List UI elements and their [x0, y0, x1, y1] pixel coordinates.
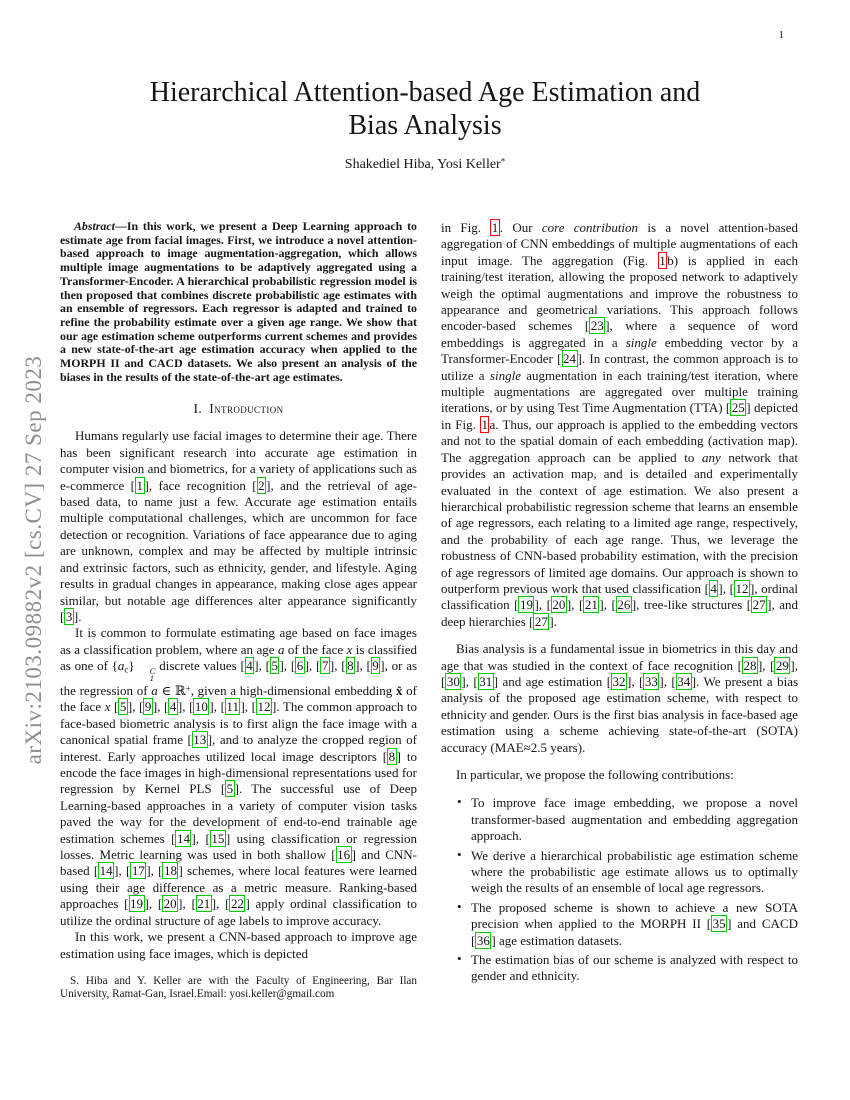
- contribution-item: • The proposed scheme is shown to achieve a new SOTA precision when applied to the MORPH II [ 35 ] and CACD [ 36 ] age estimation datasets.: [471, 900, 798, 949]
- citation-number-box[interactable]: 3: [65, 608, 73, 624]
- citation-link[interactable]: [ 5 ]: [220, 781, 239, 797]
- citation-number-box[interactable]: 4: [710, 580, 717, 596]
- body-paragraph: Bias analysis is a fundamental issue in biometrics in this day and age that was studied in the context of face recognition [ 28 ], [ 29 ], [ 30 ], [ 31 ] and age estimation [ 32 ], [ 33 ], [ 34 ]. We present a bias analysis of the proposed age estimation scheme, with respect to ethnicity and gender. Ours is the first bias analysis in face-based age estimation using a scheme achieving state-of-the-art (SOTA) accuracy (MAE≈2.5 years).: [441, 641, 799, 755]
- citation-number-box[interactable]: 9: [372, 658, 379, 674]
- citation-number-box[interactable]: 12: [257, 699, 271, 715]
- citation-number-box[interactable]: 30: [446, 673, 460, 689]
- citation-link[interactable]: [ 9 ]: [366, 658, 385, 674]
- citation-link[interactable]: [ 34 ]: [671, 673, 697, 689]
- italic-text: single: [625, 334, 657, 350]
- citation-link[interactable]: [ 4 ]: [704, 580, 723, 596]
- citation-link[interactable]: [ 19 ]: [124, 896, 149, 912]
- citation-number-box[interactable]: 20: [163, 896, 177, 912]
- citation-number-box[interactable]: 10: [194, 699, 208, 715]
- contribution-item: • To improve face image embedding, we propose a novel transformer-based augmentation and embedding aggregation approach.: [471, 795, 798, 844]
- citation-link[interactable]: [ 7 ]: [316, 658, 335, 674]
- citation-number-box[interactable]: 28: [743, 657, 757, 673]
- citation-link[interactable]: [ 23 ]: [584, 318, 610, 334]
- citation-number-box[interactable]: 1: [136, 477, 144, 493]
- citation-number-box[interactable]: 15: [211, 830, 225, 846]
- citation-number-box[interactable]: 18: [163, 863, 177, 879]
- author-names: Shakediel Hiba, Yosi Keller: [344, 157, 501, 172]
- stack-subscript: 1: [149, 673, 155, 684]
- two-column-body: [60, 220, 798, 1002]
- citation-link[interactable]: [ 12 ]: [251, 699, 277, 715]
- citation-link[interactable]: [ 14 ]: [93, 863, 119, 879]
- citation-link[interactable]: [ 18 ]: [158, 863, 183, 879]
- body-paragraph: It is common to formulate estimating age based on face images as a classification problem, where an age a of the face x is classified as one of $\{a_c\}$ C 1 discrete values [ 4 ], [ 5 ], [ 6 ], [ 7 ], [ 8 ], [ 9 ], or as the regression of a ∈ ℝ+, given a high-dimensional embedding x̂ of the face x [ 5 ], [ 9 ], [ 4 ], [ 10 ], [ 11 ], [ 12 ]. The common approach to face-based biometric analysis is to first align the face image with a canonical spatial frame [ 13 ], and to analyze the cropped region of interest. Early approaches utilized local image descriptors [ 8 ] to encode the face images in high-dimensional representations used for regression by Kernel PLS [ 5 ]. The successful use of Deep Learning-based approaches in a variety of computer vision tasks paved the way for the development of end-to-end trainable age estimation schemes [ 14 ], [ 15 ] using classification or regression losses. Metric learning was used in both shallow [ 16 ] and CNN-based [ 14 ], [ 17 ], [ 18 ] schemes, where local features were learned using their age difference as a metric measure. Ranking-based approaches [ 19 ], [ 20 ], [ 21 ], [ 22 ] apply ordinal classification to utilize the ordinal structure of age labels to improve accuracy.: [60, 625, 418, 928]
- italic-text: Abstract: [74, 219, 115, 233]
- contribution-item: • The estimation bias of our scheme is analyzed with respect to gender and ethnicity.: [471, 952, 798, 985]
- citation-link[interactable]: [ 12 ]: [729, 580, 755, 596]
- citation-number-box[interactable]: 22: [230, 896, 244, 912]
- citation-number-box[interactable]: 20: [552, 597, 566, 613]
- page-number: 1: [778, 29, 784, 41]
- citation-link[interactable]: [ 8 ]: [382, 748, 401, 764]
- italic-text: a: [117, 658, 125, 674]
- citation-number-box[interactable]: 2: [258, 477, 265, 493]
- contribution-list: [441, 795, 798, 984]
- title-line-2: Bias Analysis: [348, 110, 502, 141]
- body-paragraph: In this work, we present a CNN-based approach to improve age estimation using face images, which is depicted: [60, 929, 417, 961]
- italic-text: single: [489, 367, 521, 383]
- stack-superscript: C: [149, 665, 156, 676]
- citation-link[interactable]: [ 33 ]: [639, 673, 664, 689]
- citation-link[interactable]: [ 8 ]: [341, 658, 360, 674]
- citation-link[interactable]: [ 3 ]: [60, 608, 79, 624]
- citation-number-box[interactable]: 9: [144, 699, 152, 715]
- citation-link[interactable]: [ 15 ]: [205, 830, 231, 846]
- citation-link[interactable]: [ 25 ]: [725, 400, 751, 416]
- bold-math-symbol: x̂: [395, 683, 403, 698]
- citation-link[interactable]: [ 14 ]: [171, 830, 196, 846]
- citation-number-box[interactable]: 19: [130, 896, 144, 912]
- right-column: [441, 220, 798, 1002]
- citation-number-box[interactable]: 5: [226, 781, 234, 797]
- title-line-1: Hierarchical Attention-based Age Estimation and: [149, 77, 701, 108]
- citation-link[interactable]: [ 30 ]: [441, 673, 466, 689]
- italic-text: any: [701, 449, 721, 465]
- citation-number-box[interactable]: 5: [271, 658, 278, 674]
- citation-number-box[interactable]: 26: [617, 597, 631, 613]
- citation-number-box[interactable]: 11: [226, 699, 239, 715]
- citation-number-box[interactable]: 23: [590, 318, 604, 334]
- citation-link[interactable]: [ 28 ]: [737, 657, 763, 673]
- arxiv-watermark: arXiv:2103.09882v2 [cs.CV] 27 Sep 2023: [21, 355, 46, 765]
- citation-number-box[interactable]: 31: [479, 673, 493, 689]
- italic-text: x: [104, 699, 111, 715]
- citation-number-box[interactable]: 5: [119, 699, 127, 715]
- citation-number-box[interactable]: 35: [712, 916, 726, 932]
- citation-number-box[interactable]: 8: [347, 658, 354, 674]
- citation-link[interactable]: [ 5 ]: [114, 699, 133, 715]
- citation-number-box[interactable]: 14: [99, 863, 113, 879]
- citation-link[interactable]: [ 13 ]: [187, 732, 213, 748]
- citation-link[interactable]: [ 6 ]: [290, 658, 310, 674]
- citation-link[interactable]: [ 9 ]: [139, 699, 158, 715]
- sup-sub-stack: [135, 665, 156, 684]
- citation-link[interactable]: [ 29 ]: [770, 657, 795, 673]
- italic-text: x: [346, 641, 353, 657]
- citation-link[interactable]: [ 4 ]: [240, 658, 259, 674]
- citation-link[interactable]: [ 19 ]: [514, 597, 539, 613]
- citation-number-box[interactable]: 12: [735, 580, 749, 596]
- figure-ref-link[interactable]: 1: [659, 252, 666, 268]
- citation-link[interactable]: [ 16 ]: [331, 847, 356, 863]
- citation-number-box[interactable]: 21: [197, 896, 211, 912]
- citation-number-box[interactable]: 24: [563, 351, 577, 367]
- citation-number-box[interactable]: 19: [519, 597, 533, 613]
- author-affiliation-footnote: S. Hiba and Y. Keller are with the Faculty of Engineering, Bar Ilan University, Ramat-Gan, Israel.Email: yosi.keller@gmail.com: [60, 974, 417, 1001]
- citation-link[interactable]: [ 5 ]: [265, 658, 284, 674]
- superscript: +: [185, 683, 191, 694]
- left-column: [60, 220, 417, 1002]
- contribution-item: • We derive a hierarchical probabilistic age estimation scheme where the probabilistic age estimate allows us to optimally weigh the results of an ensemble of local age regressors.: [471, 848, 798, 897]
- citation-link[interactable]: [ 32 ]: [606, 673, 632, 689]
- citation-link[interactable]: [ 35 ]: [706, 916, 732, 932]
- citation-number-box[interactable]: 13: [193, 732, 207, 748]
- citation-number-box[interactable]: 8: [388, 748, 396, 764]
- citation-link[interactable]: [ 26 ]: [611, 597, 637, 613]
- citation-number-box[interactable]: 33: [644, 673, 658, 689]
- citation-link[interactable]: [ 21 ]: [191, 896, 217, 912]
- section-heading: I. Introduction: [193, 401, 284, 417]
- body-paragraph: Humans regularly use facial images to determine their age. There has been significant research into accurate age estimation in computer vision and biometrics, for a variety of applications such as e-commerce [ 1 ], face recognition [ 2 ], and the retrieval of age-based data, to name just a few. Accurate age estimation entails multiple computational challenges, which are uncommon for face detection or recognition. Variations of face appearance due to aging are unknown, complex and may be affected by multiple intrinsic and extrinsic factors, such as ethnicity, gender, and lifestyle. Aging results in gradual changes in appearance, making close ages appear similar, but notable age differences alter appearance significantly [ 3 ].: [60, 428, 418, 624]
- title-block: [0, 76, 850, 173]
- italic-text: a: [277, 641, 285, 657]
- citation-number-box[interactable]: 4: [169, 699, 177, 715]
- citation-number-box[interactable]: 14: [176, 830, 190, 846]
- citation-link[interactable]: [ 24 ]: [557, 351, 582, 367]
- citation-number-box[interactable]: 36: [476, 932, 490, 948]
- citation-link[interactable]: [ 27 ]: [746, 597, 772, 613]
- citation-number-box[interactable]: 6: [296, 658, 304, 674]
- citation-number-box[interactable]: 29: [775, 657, 789, 673]
- citation-number-box[interactable]: 34: [677, 673, 691, 689]
- body-paragraph: In particular, we propose the following contributions:: [456, 767, 734, 782]
- body-paragraph: in Fig. 1 . Our core contribution is a novel attention-based aggregation of CNN embeddings of multiple augmentations of each input image. The aggregation (Fig. 1 b) is applied in each training/test iteration, allowing the proposed network to adaptively weigh the optimal augmentations and improve the robustness to appearance and geometrical variations. This approach follows encoder-based schemes [ 23 ], where a sequence of word embeddings is aggregated in a single embedding vector by a Transformer-Encoder [ 24 ]. In contrast, the common approach is to utilize a single augmentation in each training/test iteration, where multiple augmentations are aggregated over multiple training iterations, or by using Test Time Augmentation (TTA) [ 25 ] depicted in Fig. 1 a. Thus, our approach is applied to the embedding vectors and not to the spatial domain of each embedding (activation map). The aggregation approach can be applied to any network that provides an activation map, and is detailed and experimentally evaluated in the context of age estimation. We also present a hierarchical probabilistic regression scheme that learns an ensemble of age regressors, each relating to a limited age range, respectively, and the probability of each age range. Thus, we leverage the robustness of CNN-based probability estimation, with the precision of age regressors of limited age domains. Our approach is shown to outperform previous work that used classification [ 4 ], [ 12 ], ordinal classification [ 19 ], [ 20 ], [ 21 ], [ 26 ], tree-like structures [ 27 ], and deep hierarchies [ 27 ].: [441, 220, 799, 629]
- citation-number-box[interactable]: 21: [584, 597, 598, 613]
- paper-title: [0, 76, 850, 142]
- subscript: c: [124, 664, 129, 675]
- citation-link[interactable]: [ 2 ]: [252, 477, 271, 493]
- citation-number-box[interactable]: 27: [534, 613, 548, 629]
- citation-link[interactable]: [ 20 ]: [157, 896, 183, 912]
- citation-link[interactable]: [ 21 ]: [579, 597, 604, 613]
- figure-ref-link[interactable]: 1: [481, 416, 488, 432]
- citation-link[interactable]: [ 10 ]: [189, 699, 214, 715]
- citation-number-box[interactable]: 16: [337, 847, 351, 863]
- citation-link[interactable]: [ 31 ]: [473, 673, 499, 689]
- figure-ref-link[interactable]: 1: [491, 220, 499, 235]
- italic-text: core contribution: [541, 220, 639, 235]
- paper-authors: [0, 157, 850, 173]
- citation-number-box[interactable]: 4: [246, 658, 253, 674]
- citation-link[interactable]: [ 20 ]: [546, 597, 572, 613]
- citation-link[interactable]: [ 22 ]: [225, 896, 250, 912]
- citation-link[interactable]: [ 1 ]: [130, 477, 149, 493]
- abstract-text: Abstract—In this work, we present a Deep Learning approach to estimate age from facial images. First, we introduce a novel attention-based approach to image augmentation-aggregation, which allows multiple image augmentations to be adaptively aggregated using a Transformer-Encoder. A hierarchical probabilistic regression model is then proposed that combines discrete probabilistic age estimates with an ensemble of regressors. Each regressor is adapted and trained to refine the probability estimate over a given age range. We show that our age estimation scheme outperforms current schemes and provides a new state-of-the-art age estimation accuracy when applied to the MORPH II and CACD datasets. We also present an analysis of the biases in the results of the state-of-the-art age estimates.: [60, 219, 417, 384]
- citation-number-box[interactable]: 7: [321, 658, 329, 674]
- citation-link[interactable]: [ 4 ]: [164, 699, 183, 715]
- citation-link[interactable]: [ 11 ]: [220, 699, 245, 715]
- citation-link[interactable]: [ 27 ]: [529, 613, 554, 629]
- citation-number-box[interactable]: 25: [731, 400, 745, 416]
- author-footnote-mark: *: [500, 156, 506, 167]
- italic-text: a: [151, 683, 158, 698]
- citation-link[interactable]: [ 36 ]: [471, 932, 496, 948]
- citation-link[interactable]: [ 17 ]: [125, 863, 151, 879]
- citation-number-box[interactable]: 17: [131, 863, 145, 879]
- citation-number-box[interactable]: 32: [612, 673, 626, 689]
- citation-number-box[interactable]: 27: [752, 597, 766, 613]
